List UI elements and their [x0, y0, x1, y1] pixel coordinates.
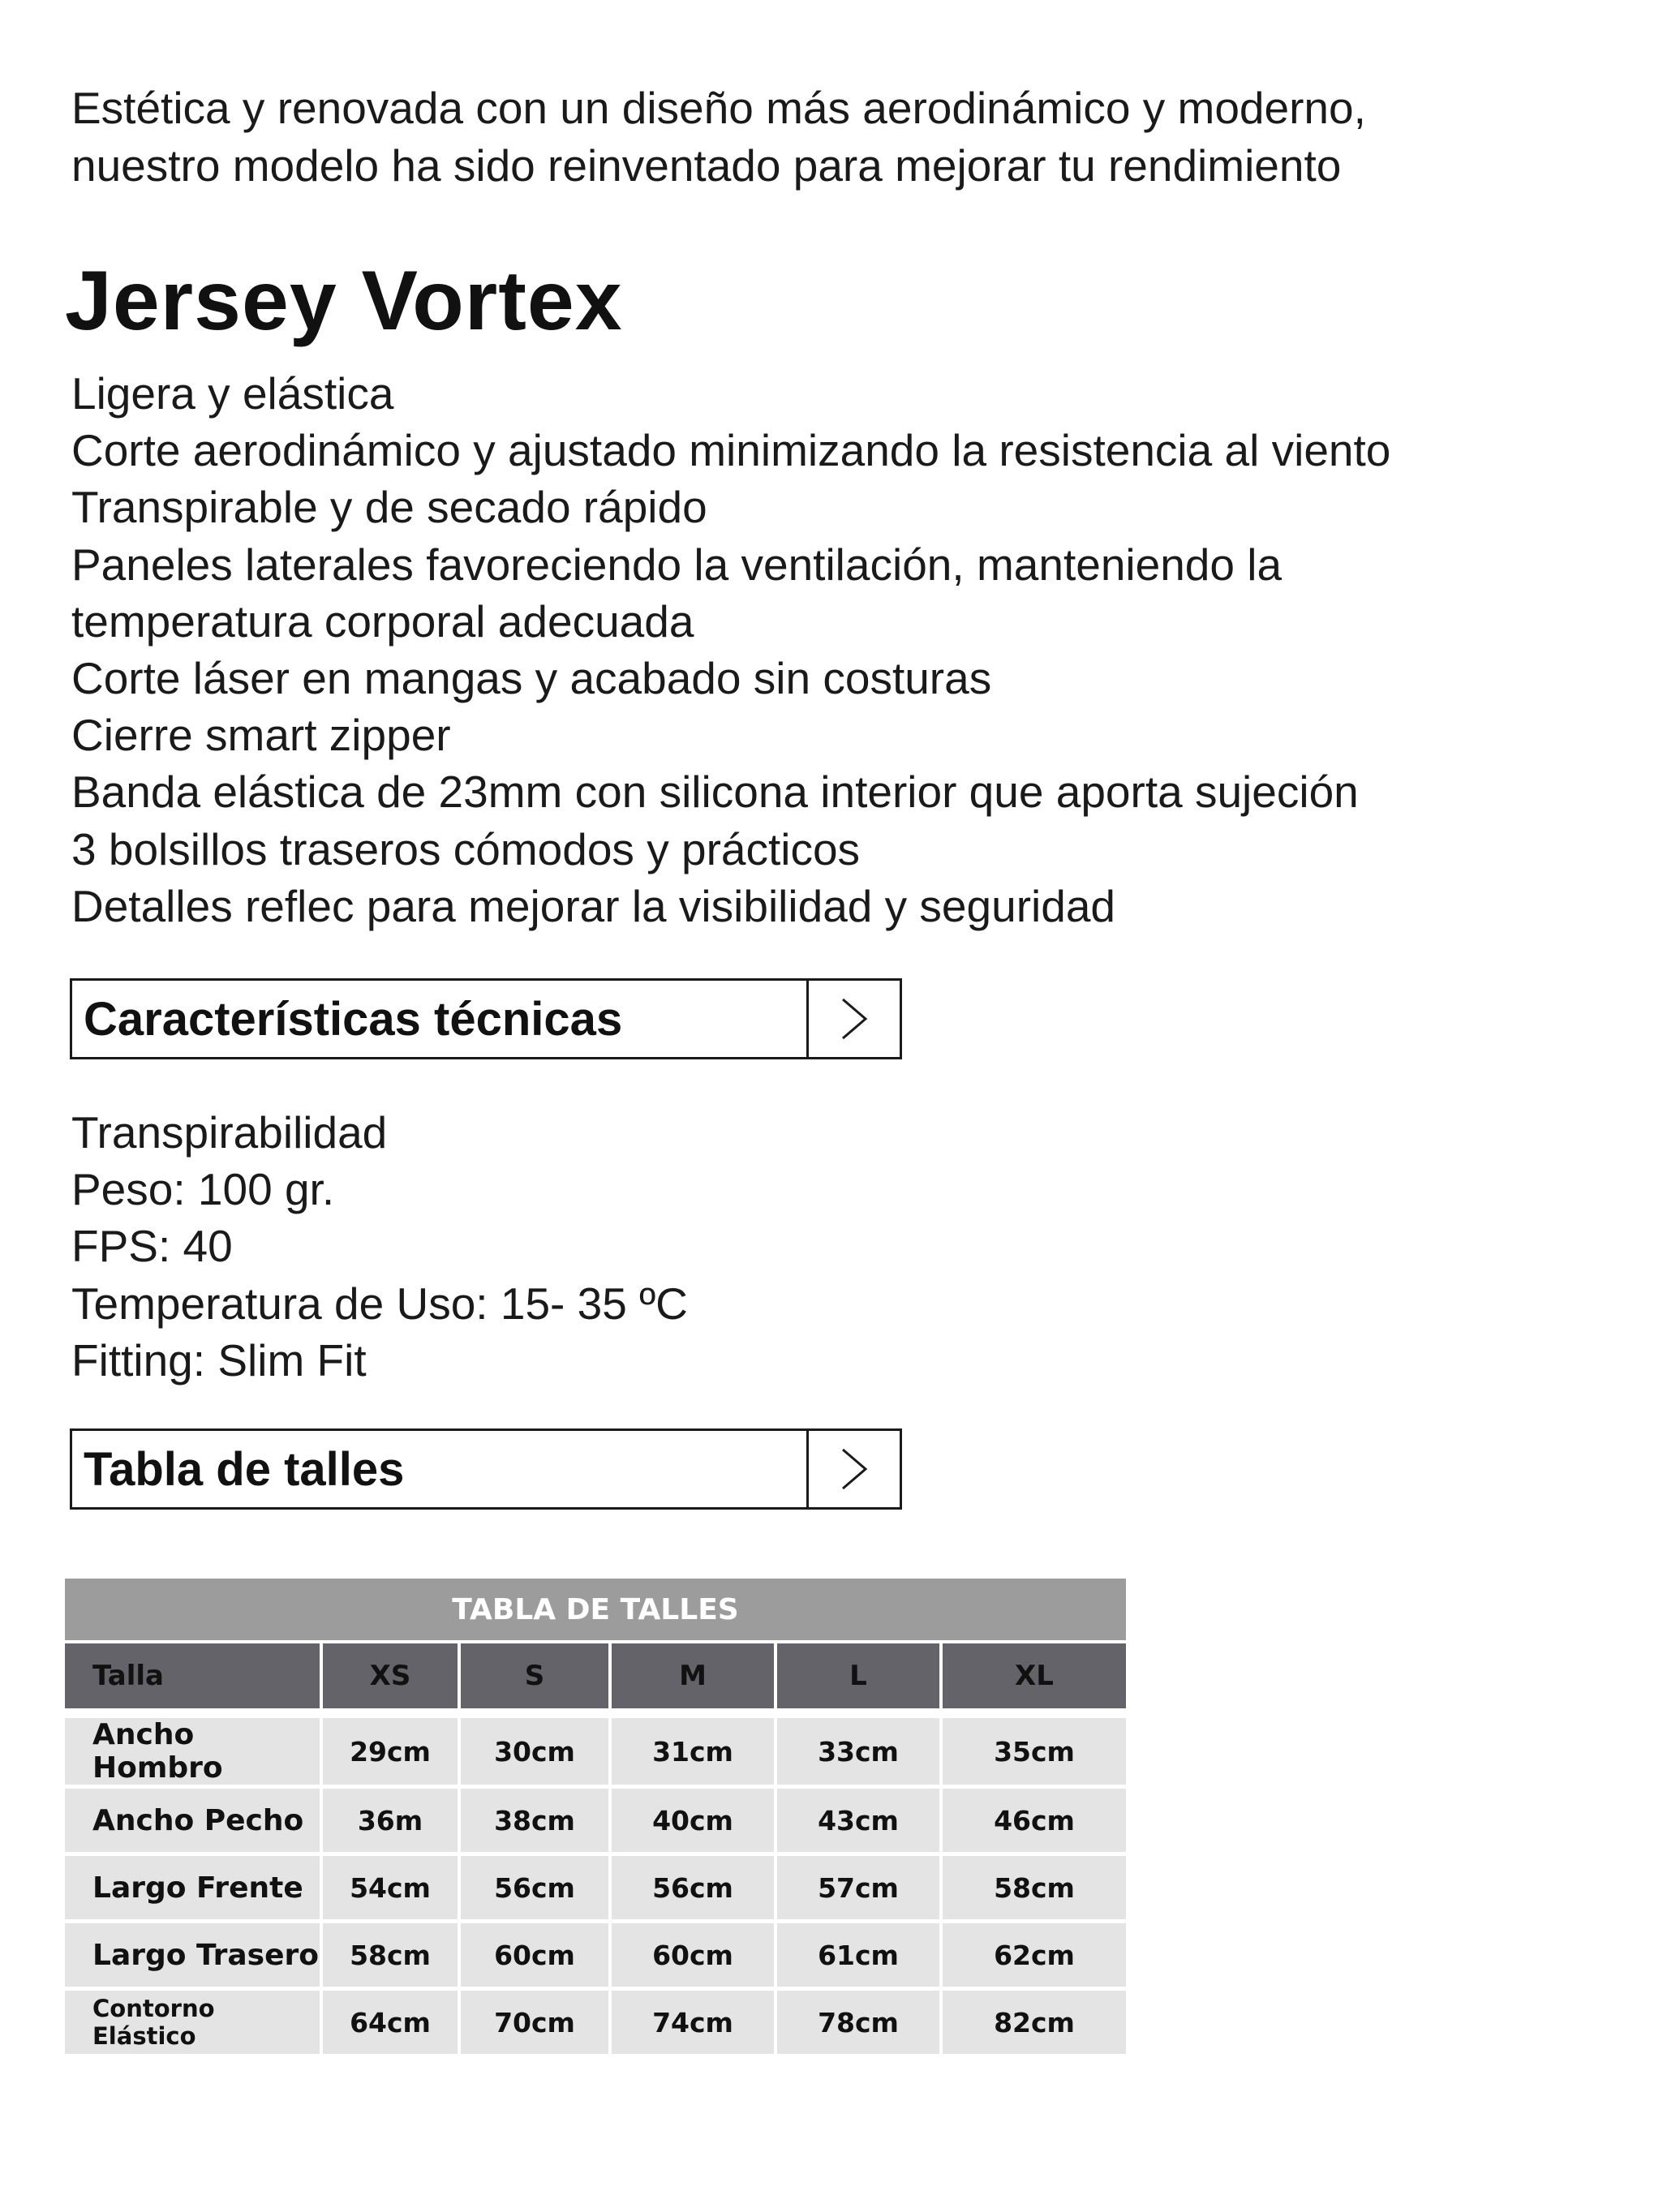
feature-item: 3 bolsillos traseros cómodos y prácticos	[71, 823, 861, 874]
table-cell: 57cm	[777, 1856, 943, 1923]
table-cell: 74cm	[612, 1991, 777, 2054]
feature-item: Paneles laterales favoreciendo la ventilación, manteniendo la	[71, 539, 1283, 590]
table-cell: 60cm	[461, 1923, 612, 1991]
table-cell: 78cm	[777, 1991, 943, 2054]
table-header-cell: L	[777, 1643, 943, 1718]
table-row	[65, 1991, 1126, 2054]
table-cell: 60cm	[612, 1923, 777, 1991]
feature-item: Cierre smart zipper	[71, 710, 451, 761]
table-cell: 56cm	[612, 1856, 777, 1923]
feature-item: Banda elástica de 23mm con silicona interior que aporta sujeción	[71, 767, 1359, 818]
chevron-right-icon	[838, 996, 870, 1042]
table-row	[65, 1923, 1126, 1991]
table-header-cell: M	[612, 1643, 777, 1718]
table-cell: Ancho Hombro	[65, 1718, 323, 1789]
table-header-row	[65, 1643, 1126, 1718]
table-cell: Largo Frente	[65, 1856, 323, 1923]
table-cell: 43cm	[777, 1789, 943, 1856]
size-chart-accordion[interactable]	[70, 1428, 902, 1510]
feature-item: temperatura corporal adecuada	[71, 595, 694, 647]
table-cell: 38cm	[461, 1789, 612, 1856]
table-cell: 35cm	[943, 1718, 1126, 1789]
table-cell: 54cm	[323, 1856, 461, 1923]
table-cell: 62cm	[943, 1923, 1126, 1991]
table-cell: 46cm	[943, 1789, 1126, 1856]
table-cell: 36m	[323, 1789, 461, 1856]
product-title: Jersey Vortex	[65, 254, 623, 348]
tech-specs-expand-button[interactable]	[806, 981, 900, 1057]
spec-item: Fitting: Slim Fit	[71, 1334, 367, 1385]
size-table	[65, 1579, 1126, 2054]
feature-item: Transpirable y de secado rápido	[71, 482, 707, 533]
features-list	[71, 365, 1390, 934]
table-cell: 82cm	[943, 1991, 1126, 2054]
feature-item: Detalles reflec para mejorar la visibilidad y seguridad	[71, 880, 1115, 931]
spec-item: FPS: 40	[71, 1221, 233, 1272]
table-cell: 31cm	[612, 1718, 777, 1789]
spec-item: Peso: 100 gr.	[71, 1164, 335, 1215]
table-cell: 40cm	[612, 1789, 777, 1856]
table-header-cell: XS	[323, 1643, 461, 1718]
table-header-cell: XL	[943, 1643, 1126, 1718]
table-cell: 33cm	[777, 1718, 943, 1789]
table-cell: Contorno Elástico	[65, 1991, 323, 2054]
specs-list	[71, 1104, 688, 1389]
table-header-cell: S	[461, 1643, 612, 1718]
intro-text	[71, 79, 1613, 195]
spec-item: Temperatura de Uso: 15- 35 ºC	[71, 1278, 688, 1329]
size-chart-expand-button[interactable]	[806, 1431, 900, 1507]
table-cell: 61cm	[777, 1923, 943, 1991]
table-row	[65, 1856, 1126, 1923]
table-cell: Largo Trasero	[65, 1923, 323, 1991]
table-cell: 58cm	[323, 1923, 461, 1991]
table-row	[65, 1789, 1126, 1856]
tech-specs-label: Características técnicas	[84, 992, 623, 1046]
chevron-right-icon	[838, 1446, 870, 1492]
table-caption: TABLA DE TALLES	[65, 1579, 1126, 1643]
table-header-cell: Talla	[65, 1643, 323, 1718]
tech-specs-accordion[interactable]	[70, 978, 902, 1059]
table-cell: 64cm	[323, 1991, 461, 2054]
spec-item: Transpirabilidad	[71, 1107, 388, 1158]
table-row	[65, 1718, 1126, 1789]
feature-item: Corte láser en mangas y acabado sin costuras	[71, 653, 992, 704]
table-cell: 29cm	[323, 1718, 461, 1789]
table-cell: Ancho Pecho	[65, 1789, 323, 1856]
table-caption-row	[65, 1579, 1126, 1643]
feature-item: Corte aerodinámico y ajustado minimizando la resistencia al viento	[71, 425, 1391, 476]
table-cell: 58cm	[943, 1856, 1126, 1923]
table-cell: 30cm	[461, 1718, 612, 1789]
size-chart-label: Tabla de talles	[84, 1442, 405, 1496]
intro-line: nuestro modelo ha sido reinventado para mejorar tu rendimiento	[71, 140, 1342, 191]
table-cell: 70cm	[461, 1991, 612, 2054]
table-cell: 56cm	[461, 1856, 612, 1923]
feature-item: Ligera y elástica	[71, 368, 394, 419]
intro-line: Estética y renovada con un diseño más aerodinámico y moderno,	[71, 83, 1366, 133]
